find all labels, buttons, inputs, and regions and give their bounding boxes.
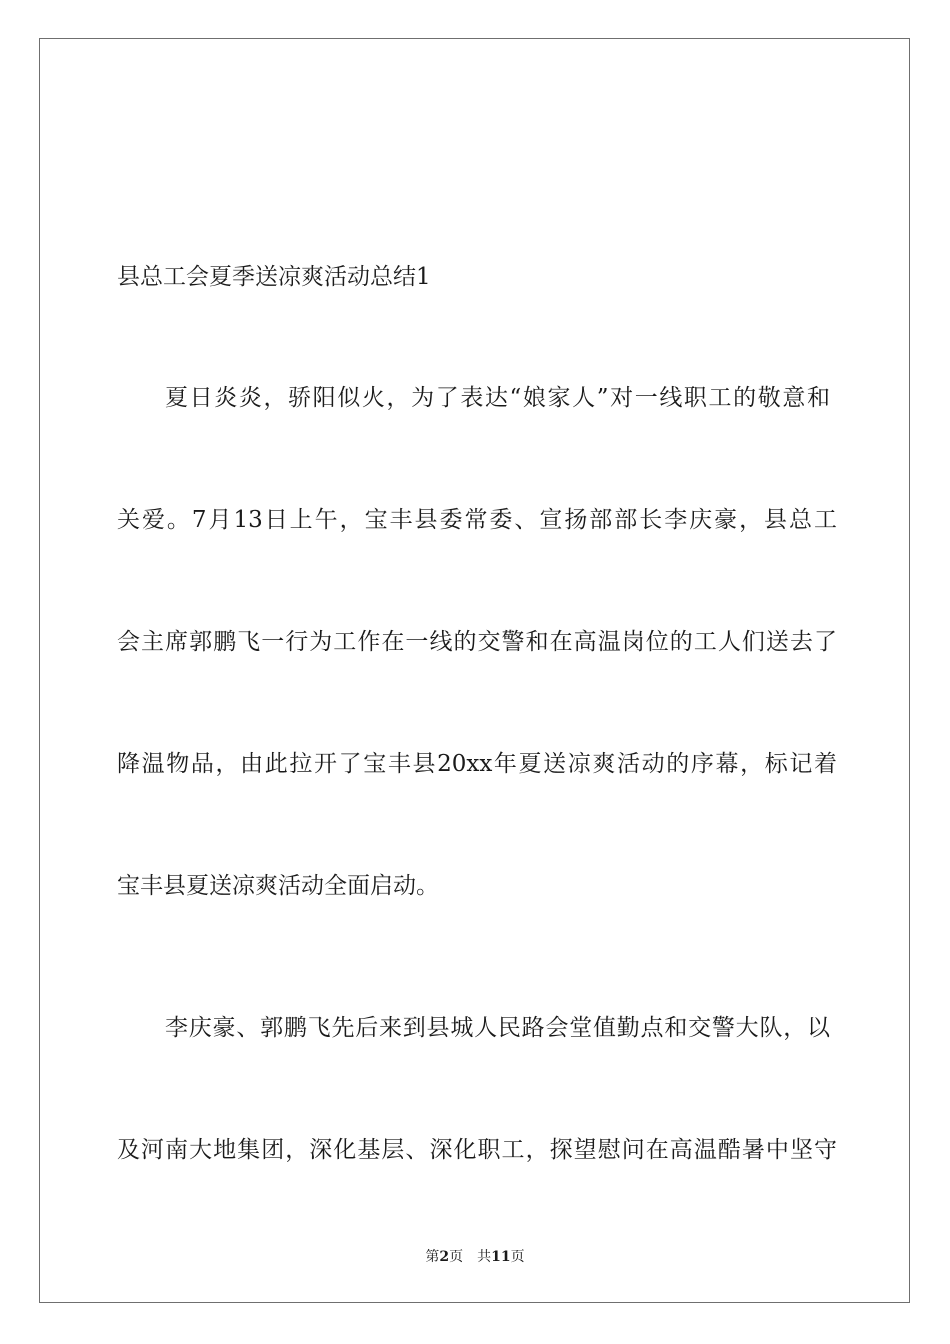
paragraph-2-line-2: 及河南大地集团，深化基层、深化职工，探望慰问在高温酷暑中坚守 [117, 1137, 837, 1163]
page-footer [0, 1248, 950, 1266]
paragraph-1-line-1: 夏日炎炎，骄阳似火，为了表达“娘家人”对一线职工的敬意和 [165, 385, 830, 411]
footer-prefix: 第 [425, 1249, 440, 1265]
document-title: 县总工会夏季送凉爽活动总结1 [117, 264, 431, 290]
footer-current-page: 2 [439, 1249, 450, 1265]
paragraph-1-line-3: 会主席郭鹏飞一行为工作在一线的交警和在高温岗位的工人们送去了 [117, 629, 837, 655]
paragraph-1-line-4: 降温物品，由此拉开了宝丰县20xx年夏送凉爽活动的序幕，标记着 [117, 751, 837, 777]
paragraph-2-line-1: 李庆豪、郭鹏飞先后来到县城人民路会堂值勤点和交警大队，以 [165, 1015, 830, 1041]
footer-total-pages: 11 [491, 1249, 511, 1265]
footer-suffix: 页 [510, 1249, 525, 1265]
footer-mid: 页 共 [449, 1249, 492, 1265]
paragraph-1-line-5: 宝丰县夏送凉爽活动全面启动。 [117, 873, 439, 899]
page-border [39, 38, 910, 1303]
paragraph-1-line-2: 关爱。7月13日上午，宝丰县委常委、宣扬部部长李庆豪，县总工 [117, 507, 837, 533]
